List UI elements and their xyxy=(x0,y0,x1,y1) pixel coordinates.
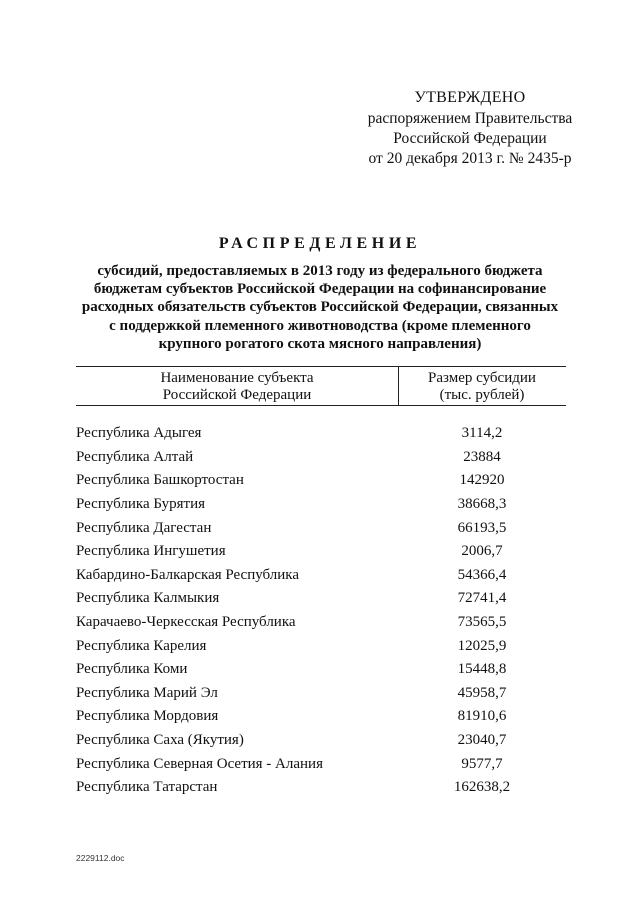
subsidy-amount: 73565,5 xyxy=(457,614,507,631)
table-header-rule xyxy=(76,405,566,406)
table-row xyxy=(76,634,566,658)
table-row xyxy=(76,611,566,635)
region-name: Кабардино-Балкарская Республика xyxy=(76,566,300,583)
region-name: Республика Марий Эл xyxy=(76,684,218,701)
table-row xyxy=(76,469,566,493)
table-row xyxy=(76,729,566,753)
table-header-value xyxy=(398,370,566,404)
subsidy-amount: 15448,8 xyxy=(457,661,507,678)
table-top-rule xyxy=(76,366,566,367)
region-name: Республика Коми xyxy=(76,661,188,678)
subsidy-amount: 38668,3 xyxy=(457,496,507,513)
subsidy-amount: 81910,6 xyxy=(457,708,507,725)
table-row xyxy=(76,516,566,540)
subtitle-line: бюджетам субъектов Российской Федерации на софинансирование xyxy=(93,281,547,298)
subsidy-amount: 9577,7 xyxy=(461,755,503,772)
region-name: Республика Татарстан xyxy=(76,779,218,796)
table-row xyxy=(76,587,566,611)
table-row xyxy=(76,446,566,470)
table-row xyxy=(76,422,566,446)
header-name-line: Наименование субъекта xyxy=(160,370,314,386)
region-name: Карачаево-Черкесская Республика xyxy=(76,614,296,631)
region-name: Республика Саха (Якутия) xyxy=(76,732,244,749)
subsidy-table-body xyxy=(76,422,566,800)
region-name: Республика Калмыкия xyxy=(76,590,220,607)
approval-line: от 20 декабря 2013 г. № 2435-р xyxy=(368,150,572,167)
subsidy-amount: 23040,7 xyxy=(457,732,507,749)
region-name: Республика Ингушетия xyxy=(76,543,226,560)
approval-heading: УТВЕРЖДЕНО xyxy=(414,89,526,106)
subsidy-amount: 12025,9 xyxy=(457,637,507,654)
file-name-footer: 2229112.doc xyxy=(76,853,125,863)
document-subtitle xyxy=(60,262,580,353)
subsidy-amount: 2006,7 xyxy=(461,543,503,560)
header-value-line: (тыс. рублей) xyxy=(439,387,525,403)
approval-line: распоряжением Правительства xyxy=(367,110,573,127)
region-name: Республика Дагестан xyxy=(76,519,212,536)
approval-block xyxy=(320,88,620,169)
subsidy-amount: 66193,5 xyxy=(457,519,507,536)
table-row xyxy=(76,540,566,564)
document-title: РАСПРЕДЕЛЕНИЕ xyxy=(218,235,422,252)
region-name: Республика Адыгея xyxy=(76,425,202,442)
subsidy-amount: 72741,4 xyxy=(457,590,507,607)
subtitle-line: субсидий, предоставляемых в 2013 году из федерального бюджета xyxy=(97,263,543,279)
table-row xyxy=(76,752,566,776)
subsidy-amount: 142920 xyxy=(459,472,505,489)
table-row xyxy=(76,564,566,588)
region-name: Республика Башкортостан xyxy=(76,472,244,489)
subsidy-amount: 3114,2 xyxy=(461,425,503,442)
subsidy-amount: 45958,7 xyxy=(457,684,507,701)
region-name: Республика Карелия xyxy=(76,637,207,654)
header-name-line: Российской Федерации xyxy=(162,387,312,403)
table-row xyxy=(76,682,566,706)
table-row xyxy=(76,658,566,682)
table-header-name xyxy=(76,370,398,404)
table-row xyxy=(76,776,566,800)
subtitle-line: крупного рогатого скота мясного направления) xyxy=(158,335,482,352)
region-name: Республика Северная Осетия - Алания xyxy=(76,755,323,772)
region-name: Республика Мордовия xyxy=(76,708,219,725)
subsidy-amount: 23884 xyxy=(463,448,501,465)
subsidy-amount: 54366,4 xyxy=(457,566,507,583)
subtitle-line: расходных обязательств субъектов Российской Федерации, связанных xyxy=(81,299,559,316)
header-value-line: Размер субсидии xyxy=(428,370,536,386)
subtitle-line: с поддержкой племенного животноводства (кроме племенного xyxy=(109,317,531,334)
approval-line: Российской Федерации xyxy=(393,130,547,147)
table-row xyxy=(76,705,566,729)
region-name: Республика Бурятия xyxy=(76,496,206,513)
subsidy-amount: 162638,2 xyxy=(453,779,511,796)
table-row xyxy=(76,493,566,517)
region-name: Республика Алтай xyxy=(76,448,194,465)
